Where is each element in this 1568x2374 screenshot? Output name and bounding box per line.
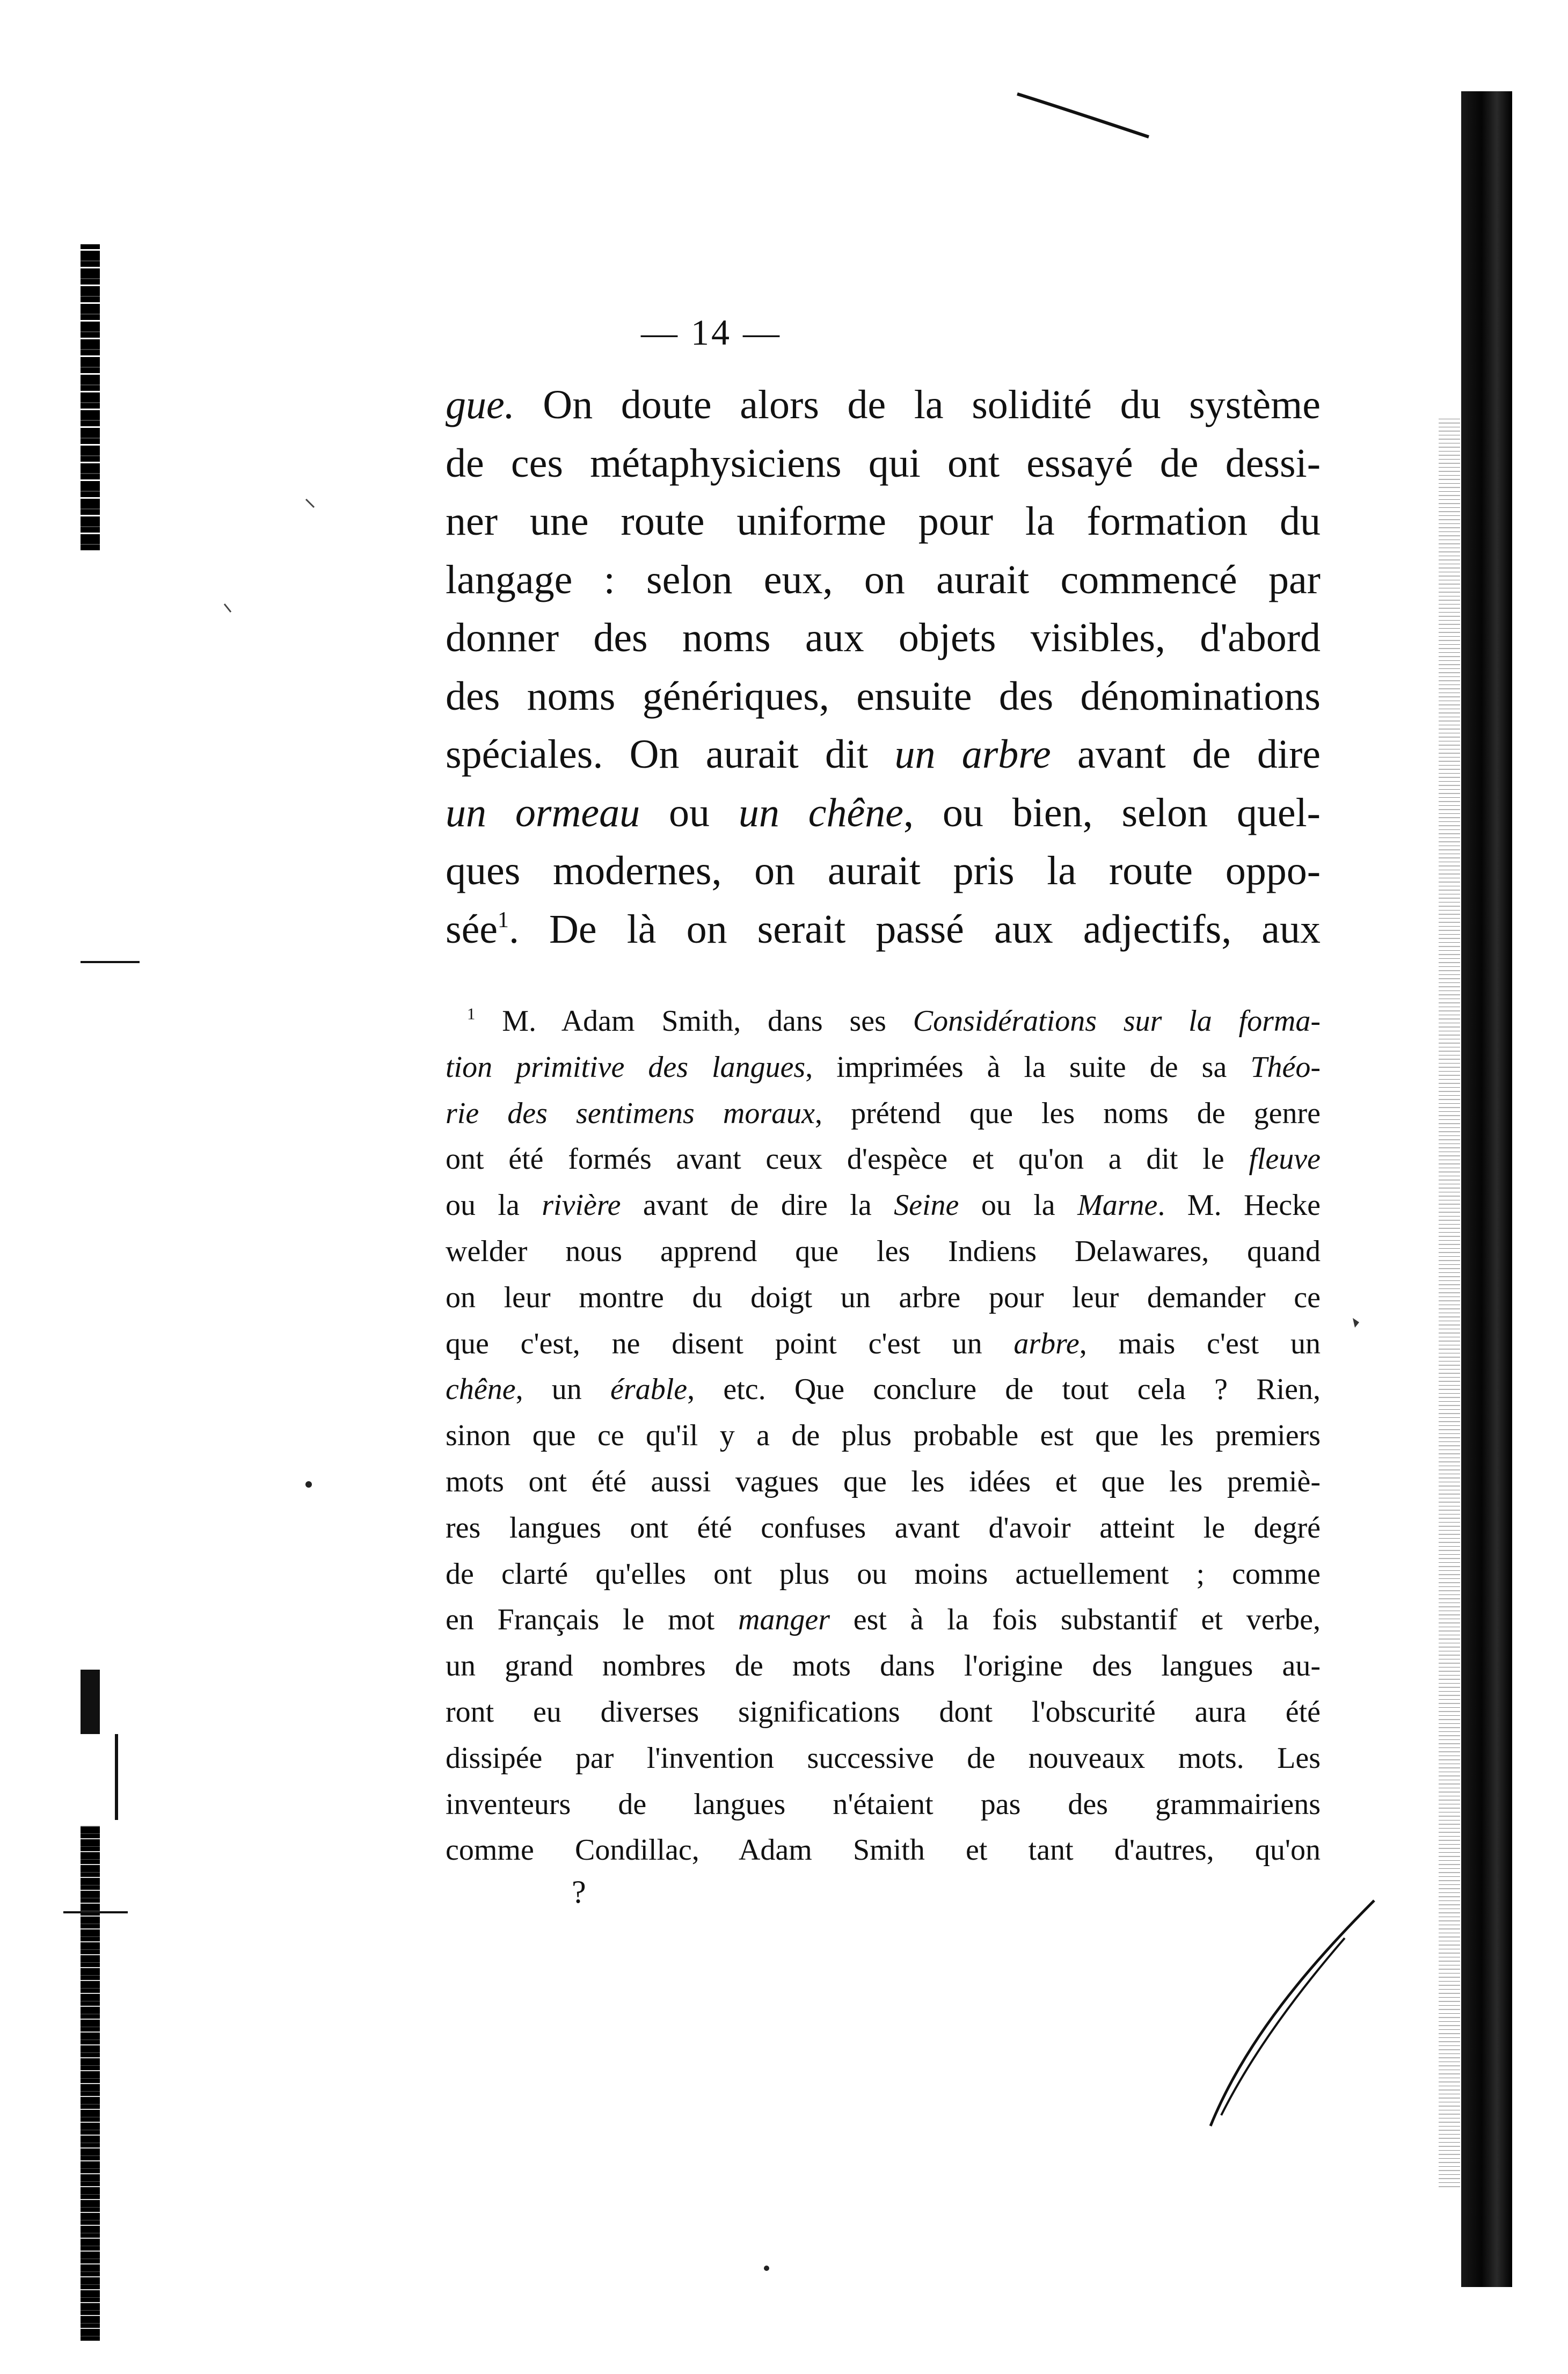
text-line: ner une route uniforme pour la formation du: [446, 499, 1321, 544]
footnote-line: inventeurs de langues n'étaient pas des grammairiens: [446, 1787, 1321, 1821]
footnote-line: mots ont été aussi vagues que les idées et que les premiè-: [446, 1465, 1321, 1498]
main-text: [446, 376, 1321, 958]
footnote-line: de clarté qu'elles ont plus ou moins actuellement ; comme: [446, 1557, 1321, 1591]
text-line: de ces métaphysiciens qui ont essayé de dessi-: [446, 440, 1321, 486]
footnote: [446, 999, 1321, 1874]
footnote-line: ont été formés avant ceux d'espèce et qu'on a dit le fleuve: [446, 1142, 1321, 1176]
footnote-line: welder nous apprend que les Indiens Delawares, quand: [446, 1234, 1321, 1268]
footnote-line: en Français le mot manger est à la fois substantif et verbe,: [446, 1603, 1321, 1637]
footnote-line: ou la rivière avant de dire la Seine ou la Marne. M. Hecke: [446, 1189, 1321, 1222]
footnote-line: res langues ont été confuses avant d'avoir atteint le degré: [446, 1511, 1321, 1545]
text-line: un ormeau ou un chêne, ou bien, selon quel-: [446, 790, 1321, 835]
text-line: des noms génériques, ensuite des dénominations: [446, 673, 1321, 719]
text-line: sée$^1$. De là on serait passé aux adjectifs, aux: [446, 906, 1321, 952]
text-line: gue. On doute alors de la solidité du système: [446, 382, 1321, 427]
footnote-line: chêne, un érable, etc. Que conclure de tout cela ? Rien,: [446, 1373, 1321, 1407]
footnote-line: que c'est, ne disent point c'est un arbre, mais c'est un: [446, 1327, 1321, 1360]
footnote-ref: 1: [498, 907, 509, 933]
footnote-line: sinon que ce qu'il y a de plus probable est que les premiers: [446, 1419, 1321, 1453]
text-line: spéciales. On aurait dit un arbre avant de dire: [446, 732, 1321, 777]
footnote-line: on leur montre du doigt un arbre pour leur demander ce: [446, 1280, 1321, 1314]
footnote-line: un grand nombres de mots dans l'origine des langues au-: [446, 1649, 1321, 1683]
footnote-line: rie des sentimens moraux, prétend que les noms de genre: [446, 1096, 1321, 1130]
footnote-line: comme Condillac, Adam Smith et tant d'autres, qu'on: [446, 1833, 1321, 1867]
footnote-line: dissipée par l'invention successive de nouveaux mots. Les: [446, 1741, 1321, 1775]
signature-mark: ?: [572, 1874, 586, 1910]
footnote-marker: 1: [467, 1004, 476, 1023]
text-line: donner des noms aux objets visibles, d'abord: [446, 615, 1321, 660]
footnote-line: $^1$ M. Adam Smith, dans ses Considérations sur la forma-: [467, 1004, 1321, 1038]
text-line: langage : selon eux, on aurait commencé par: [446, 557, 1321, 602]
footnote-line: ront eu diverses significations dont l'obscurité aura été: [446, 1695, 1321, 1729]
page-number: — 14 —: [641, 312, 782, 353]
footnote-line: tion primitive des langues, imprimées à la suite de sa Théo-: [446, 1050, 1321, 1084]
text-line: ques modernes, on aurait pris la route oppo-: [446, 848, 1321, 893]
